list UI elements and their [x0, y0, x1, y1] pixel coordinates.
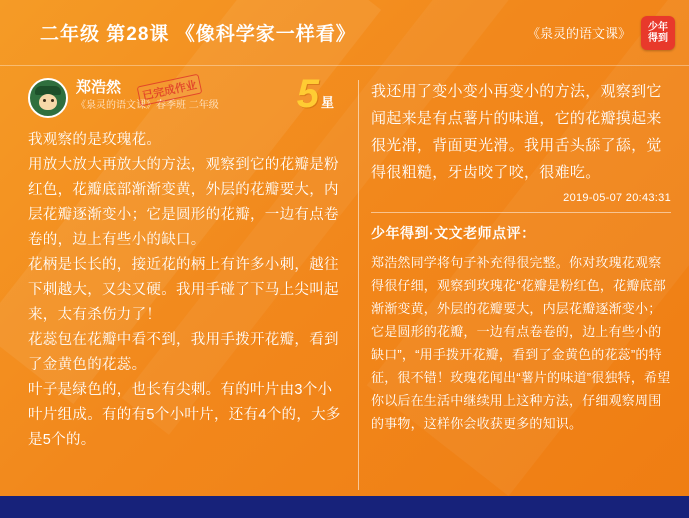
right-column [371, 78, 671, 496]
column-divider [358, 80, 359, 490]
paragraph: 花蕊包在花瓣中看不到，我用手拨开花瓣，看到了金黄色的花蕊。 [28, 332, 339, 373]
logo-line-2: 得到 [648, 32, 668, 44]
footer-bar [0, 496, 689, 518]
avatar-eye-right [51, 99, 54, 102]
avatar-eye-left [43, 99, 46, 102]
star-score [297, 74, 334, 114]
paragraph: 我观察的是玫瑰花。 [28, 132, 162, 148]
header-right-group [527, 16, 675, 50]
left-column [28, 72, 358, 496]
course-label: 《泉灵的语文课》 [526, 26, 631, 41]
paragraph: 用放大放大再放大的方法，观察到它的花瓣是粉红色，花瓣底部渐渐变黄，外层的花瓣要大，内层花瓣逐渐变小；它是圆形的花瓣，一边有点卷卷的，边上有些小的缺口。 [28, 157, 339, 248]
paragraph: 花柄是长长的，接近花的柄上有许多小刺，越往下刺越大，又尖又硬。我用手碰了下马上尖叫起来，太有杀伤力了！ [28, 257, 339, 323]
page-header [0, 0, 689, 66]
star-label: 星 [320, 95, 334, 110]
teacher-comment-text: 郑浩然同学将句子补充得很完整。你对玫瑰花观察得很仔细，观察到玫瑰花“花瓣是粉红色，花瓣底部渐渐变黄，外层的花瓣要大，内层花瓣逐渐变小；它是圆形的花瓣，一边有点卷卷的，边上有些小的缺口”，“用手拨开花瓣，看到了金黄色的花蕊”的特征，很不错！玫瑰花闻出“薯片的味道”很独特，希望你以后在生活中继续用上这种方法，仔细观察周围的事物，这样你会收获更多的知识。 [371, 255, 671, 431]
page-title: 二年级 第28课 《像科学家一样看》 [40, 24, 356, 45]
submission-timestamp: 2019-05-07 20:43:31 [563, 192, 671, 204]
author-subtitle: 《泉灵的语文课》春季班 二年级 [76, 100, 219, 111]
section-divider [371, 212, 671, 213]
left-body-text [28, 128, 342, 453]
teacher-comment-title: 少年得到·文文老师点评： [371, 225, 536, 241]
avatar-face-shape [39, 94, 57, 110]
avatar [28, 78, 68, 118]
content-columns [0, 66, 689, 496]
paragraph: 叶子是绿色的，也长有尖刺。有的叶片由3个小叶片组成。有的有5个小叶片，还有4个的，大多是5个的。 [28, 382, 341, 448]
star-number: 5 [296, 72, 319, 116]
brand-logo-icon [641, 16, 675, 50]
author-name: 郑浩然 [76, 79, 122, 96]
logo-line-1: 少年 [648, 21, 668, 33]
completed-stamp-icon: 已完成作业 [137, 74, 203, 107]
right-paragraph: 我还用了变小变小再变小的方法，观察到它闻起来是有点薯片的味道，它的花瓣摸起来很光滑，背面更光滑。我用舌头舔了舔，觉得很粗糙，牙齿咬了咬，很难吃。 [371, 83, 662, 181]
author-block [28, 72, 342, 118]
